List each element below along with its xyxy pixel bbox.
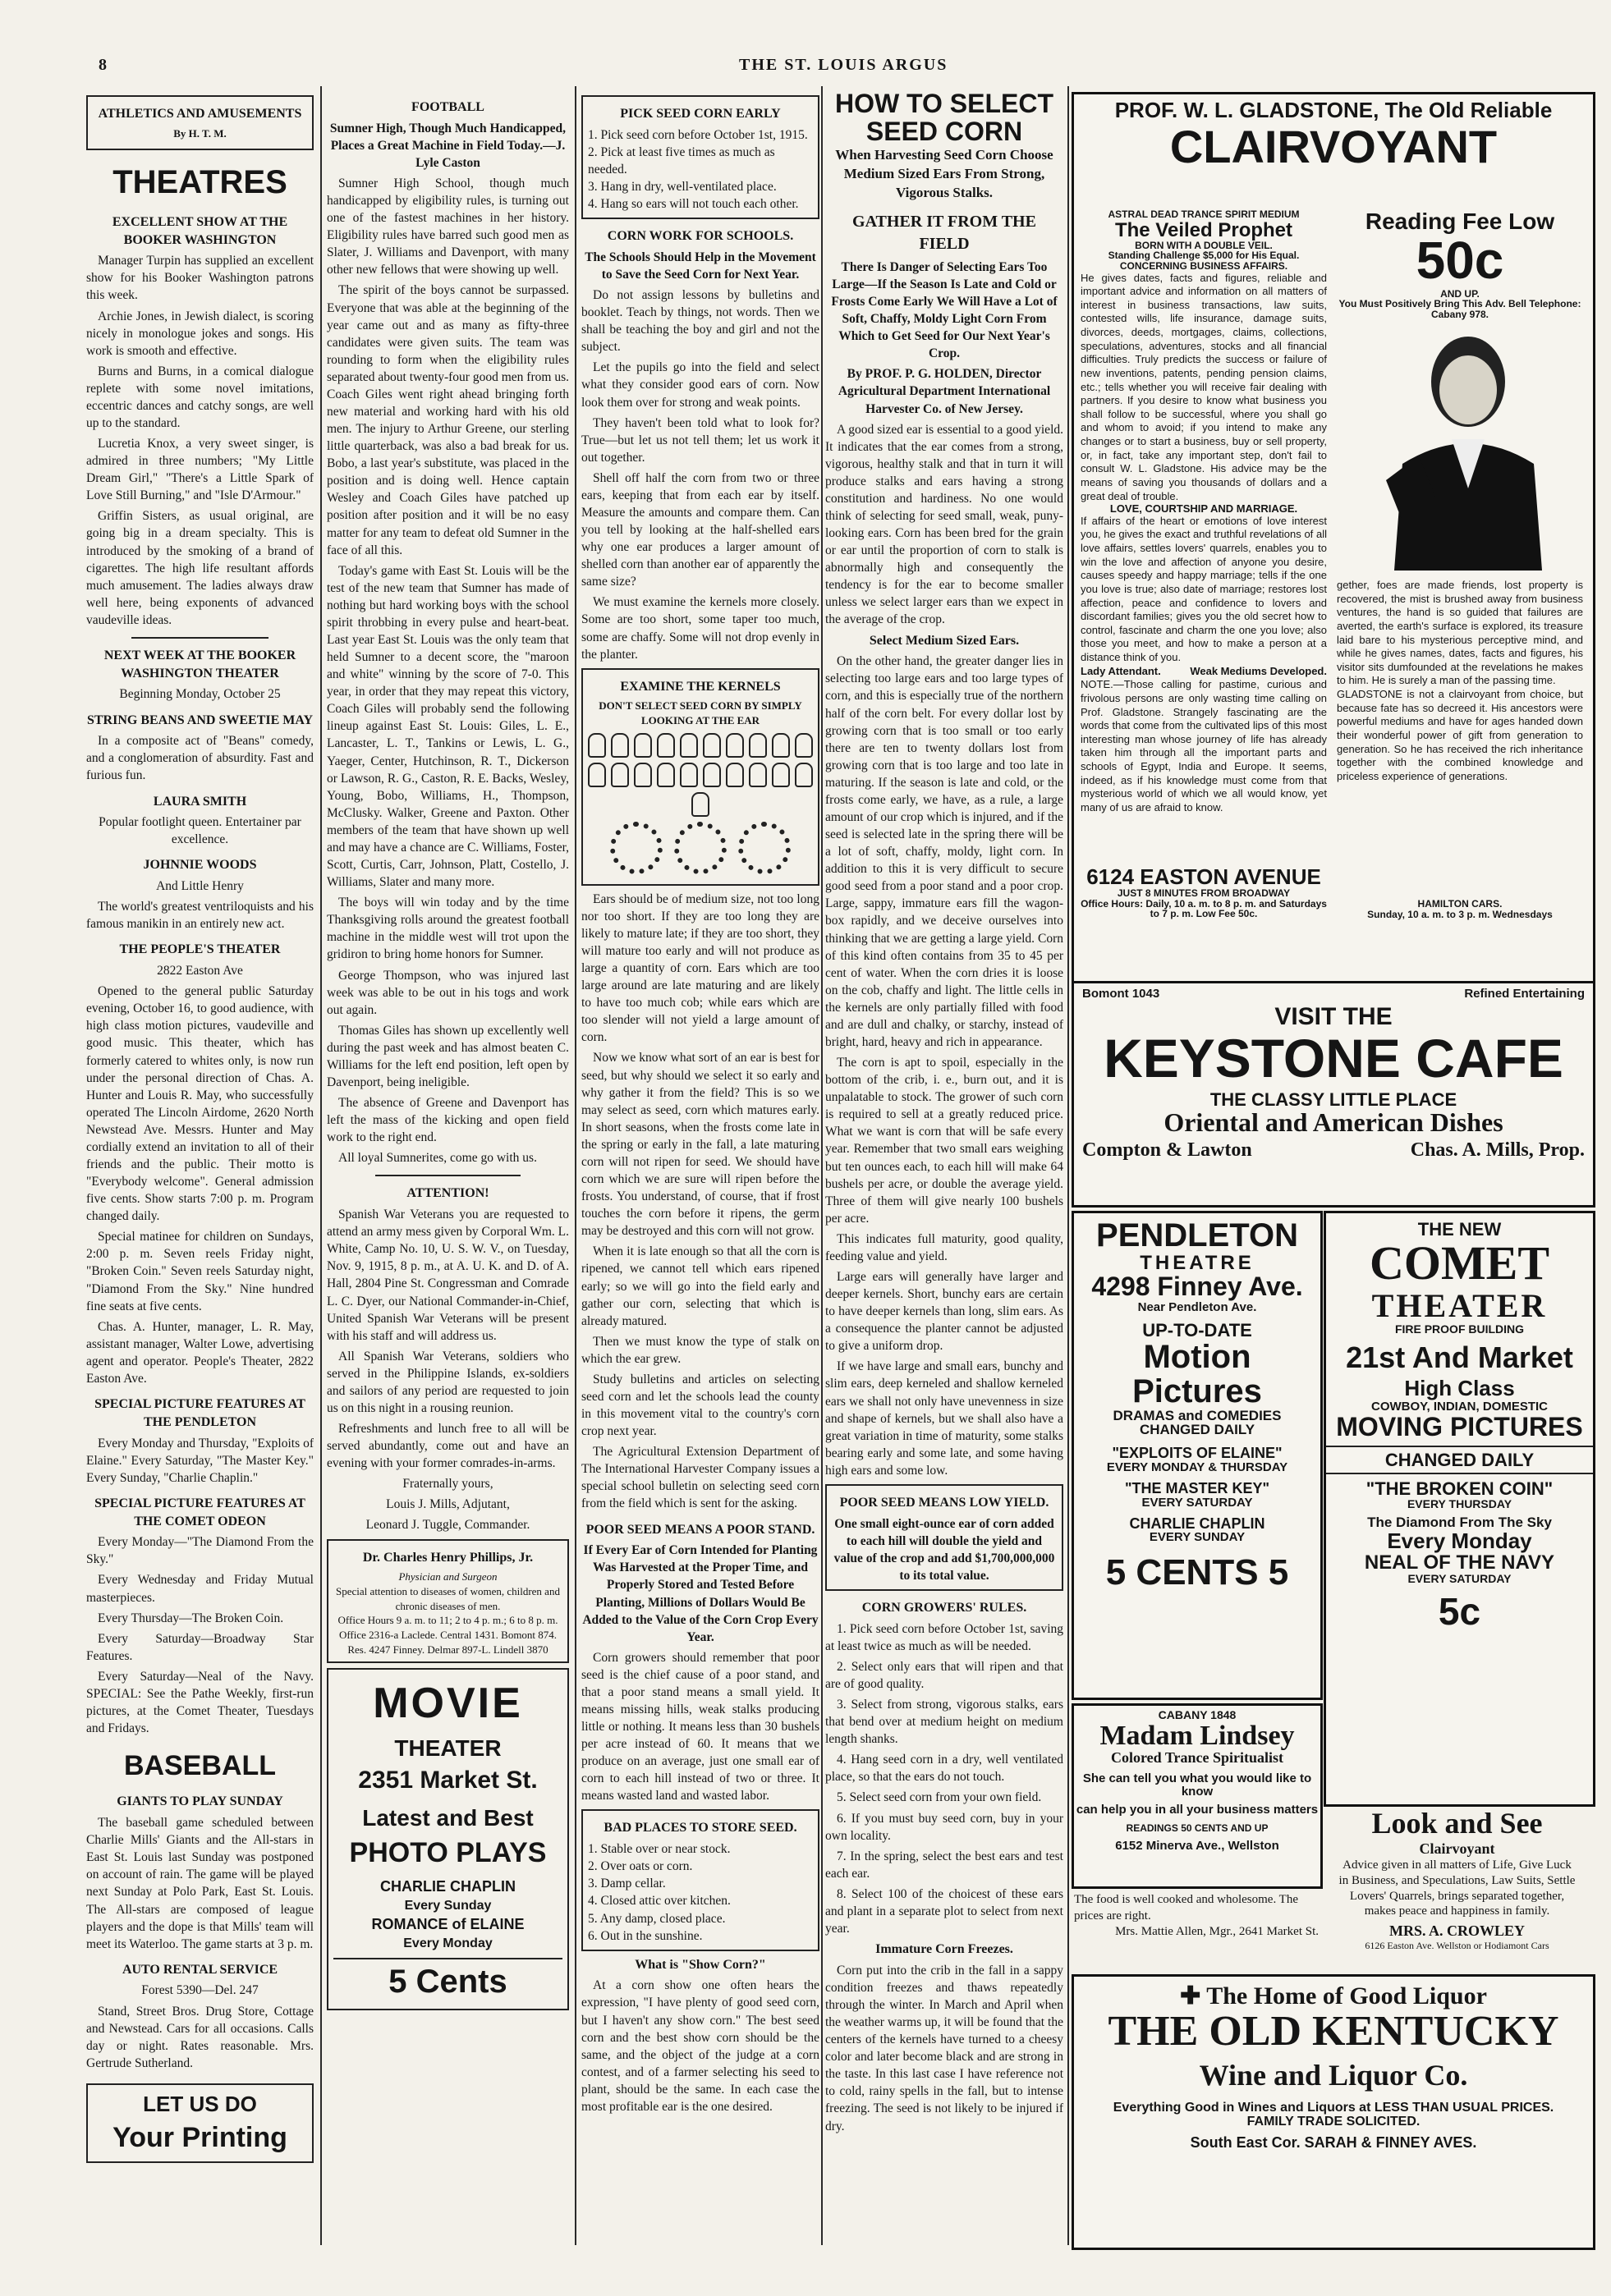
comet-moving: MOVING PICTURES: [1336, 1411, 1583, 1441]
show-corn-heading: What is "Show Corn?": [635, 1957, 766, 1972]
school-para: Study bulletins and articles on selecting seed corn and let the schools lead the county in this movement vital to the country's corn crop next year.: [581, 1372, 819, 1439]
crowley-head: Look and See: [1371, 1807, 1543, 1840]
rule-item: 7. In the spring, select the best ears and test each ear.: [825, 1849, 1063, 1881]
pendleton-chaplin-day: EVERY SUNDAY: [1149, 1530, 1246, 1545]
lindsey-name: Madam Lindsey: [1099, 1720, 1295, 1751]
byline: By PROF. P. G. HOLDEN, Director Agricultural Department International Harvester Co. of New Jersey.: [838, 367, 1051, 416]
athletics-byline: By H. T. M.: [173, 126, 227, 140]
giants-heading: GIANTS TO PLAY SUNDAY: [117, 1794, 283, 1809]
lindsey-line1: She can tell you what you would like to know: [1082, 1771, 1312, 1799]
comet-coin: "THE BROKEN COIN": [1365, 1478, 1554, 1500]
movie-title: MOVIE: [373, 1680, 523, 1728]
football-para: All loyal Sumnerites, come go with us.: [338, 1151, 537, 1166]
comet-changed: CHANGED DAILY: [1326, 1446, 1593, 1474]
gladstone-address-block: [1081, 866, 1327, 919]
crowley-text: Advice given in all matters of Life, Give Luck in Business, and Speculations, Law Suits, Settle Lovers' Quarrels, brings separated together, makes peace and happiness in family.: [1338, 1858, 1576, 1918]
football-subhead: Sumner High, Though Much Handicapped, Places a Great Machine in Field Today.—J. Lyle Caston: [329, 121, 567, 170]
gather-subhead: There Is Danger of Selecting Ears Too Large—If the Season Is Late and Cold or Frosts Come Early We Will Have a Lot of Soft, Chaffy, Moldy Light Corn From Which to Get Seed for Our Next Year's Crop.: [831, 259, 1058, 361]
booker-para: Lucretia Knox, a very sweet singer, is admired in three numbers; "My Little Dream Girl," "There's a Little Spark of Love Still Burning," and "Isle D'Armour.": [86, 437, 314, 503]
athletics-title: ATHLETICS AND AMUSEMENTS: [98, 107, 302, 121]
low-yield-heading: POOR SEED MEANS LOW YIELD.: [839, 1495, 1049, 1510]
comet-neal-day: EVERY SATURDAY: [1407, 1572, 1512, 1586]
gladstone-hours: Office Hours: Daily, 10 a. m. to 8 p. m. and Saturdays to 7 p. m. Low Fee 50c.: [1081, 897, 1327, 920]
football-para: The absence of Greene and Davenport has left the mass of the kicking and open field work to the right end.: [327, 1096, 569, 1145]
pendleton-features-heading: SPECIAL PICTURE FEATURES AT THE PENDLETON: [94, 1397, 305, 1429]
school-para: Now we know what sort of an ear is best for seed, but why should we select it so early and why gather it from the field? This is so we may select as seed, corn which matures early. In short seasons, when the frosts come late in the spring or early in the fall, a late maturing corn will not ripen for seed. We should have corn which we are sure will ripen before the frosts. You understand, of course, that if frost touches the corn before it ripens, the germ may be destroyed and this corn will not grow.: [581, 1051, 819, 1239]
movie-photo: PHOTO PLAYS: [349, 1836, 547, 1868]
gladstone-text: He gives dates, facts and figures, reliable and important advice and information on all matters of interest in business transactions, law suits, contested wills, life insurance, damage suits, divorces, deeds, mortgages, claims, collections, speculations, adventures, stocks and all financial difficulties. Truly predicts the success or failure of new inventions, patents, pending pension claims, etc.; tells whether you will receive fair dealing with partners. If you desire to know what business you shall follow to be successful, where you shall go and whom to avoid; if you intend to make any changes or to start a business, buy or sell property, or, in fact, take any important step, don't fail to consult W. L. Gladstone. His advice may be the means of saving you thousands of dollars and a great deal of trouble.: [1081, 271, 1327, 502]
keystone-prop: Chas. A. Mills, Prop.: [1410, 1139, 1585, 1162]
gladstone-ad: [1072, 92, 1595, 983]
letusdo-text: LET US DO: [143, 2091, 257, 2116]
school-para: Then we must know the type of stalk on which the ear grew.: [581, 1334, 819, 1366]
doctor-name: Dr. Charles Henry Phillips, Jr.: [362, 1550, 534, 1565]
school-para: Shell off half the corn from two or three ears, keeping that from each ear by itself. Measure the amounts and compare them. Can you tell by looking at the half-shelled ears why one ear produces a larger amount of shelled corn than another ear of apparently the same size?: [581, 470, 819, 589]
printing-text: Your Printing: [112, 2122, 287, 2154]
pendleton-near: Near Pendleton Ave.: [1137, 1299, 1257, 1314]
football-para: Today's game with East St. Louis will be the test of the new team that Sumner has made of nothing but hard working boys with the school spirit throbbing in every pulse and heart-beat. Last year East St. Louis was the only team that held Sumner to a decent score, the "maroon and white" winning by the score of 7-0. This year, in order that they may repeat this victory, Coach Giles will probably send the following lineup against East St. Louis: Giles, L. E., Lancaster, L. T., Tankins or Lewis, L. G., Yaeger, Center, Hutchinson, R. T., Dickerson or Lawson, R. G., Caston, R. E. Backs, Wesley, Young, Bobo, Williams, H., Thompson, McClusky. Walker, Greene and Paxton. Other members of the team that have shown up well and may have a chance are C. Williams, Foster, Scott, Curtis, Carr, Johnson, Platt, Costello, J. Williams, Slater and many more.: [327, 563, 569, 890]
kentucky-co: Wine and Liquor Co.: [1199, 2059, 1468, 2092]
booker-para: Manager Turpin has supplied an excellent show for his Booker Washington patrons this week.: [86, 254, 314, 303]
crowley-address: 6126 Easton Ave. Wellston or Hodiamont Cars: [1365, 1940, 1549, 1951]
odeon-para: Every Wednesday and Friday Mutual masterpieces.: [86, 1573, 314, 1605]
lindsey-readings: READINGS 50 CENTS AND UP: [1126, 1822, 1269, 1834]
booker-para: Archie Jones, in Jewish dialect, is scoring nicely in monologue jokes and songs. His work is smooth and effective.: [86, 309, 314, 358]
peoples-heading: THE PEOPLE'S THEATER: [119, 942, 281, 957]
seed-corn-para: The corn is apt to spoil, especially in the bottom of the crib, i. e., burn out, and it is unpalatable to stock. The grower of such corn is required to sell at a greatly reduced price. What we want is corn that will be safe every year. Remember that two small ears weighing but ten ounces each, to each hill will make 64 bushels per acre, or double the average yield. Three of them will give nearly 100 bushels per acre.: [825, 1056, 1063, 1226]
movie-theater-ad: [327, 1668, 569, 2010]
pendleton-name: PENDLETON: [1096, 1217, 1298, 1253]
cross-icon: ✚: [1180, 1982, 1201, 2010]
gladstone-love-heading: LOVE, COURTSHIP AND MARRIAGE.: [1109, 502, 1298, 516]
pendleton-uptodate: UP-TO-DATE: [1142, 1319, 1252, 1340]
school-heading: CORN WORK FOR SCHOOLS.: [607, 229, 794, 244]
odeon-para: Every Saturday—Neal of the Navy. SPECIAL: See the Pathe Weekly, first-run pictures, at the Comet Theater, Tuesdays and Fridays.: [86, 1669, 314, 1736]
kentucky-home: [1074, 1983, 1593, 2010]
odeon-para: Every Monday—"The Diamond From the Sky.": [86, 1535, 314, 1567]
gladstone-minutes: JUST 8 MINUTES FROM BROADWAY: [1117, 887, 1291, 900]
pick-item: 4. Hang so ears will not touch each other.: [588, 197, 799, 212]
comet-name: COMET: [1369, 1236, 1550, 1290]
gladstone-lady: Lady Attendant.: [1081, 664, 1161, 677]
old-kentucky-ad: [1072, 1974, 1595, 2250]
rule-item: 5. Select seed corn from your own field.: [837, 1790, 1042, 1805]
movie-elaine: ROMANCE of ELAINE: [371, 1916, 525, 1933]
rule-item: 2. Select only ears that will ripen and that are of good quality.: [825, 1659, 1063, 1691]
bad-place-item: 2. Over oats or corn.: [588, 1859, 693, 1874]
attention-signoff: Leonard J. Tuggle, Commander.: [365, 1518, 530, 1533]
school-para: Ears should be of medium size, not too long nor too short. If they are too long they are likely to mature late; if they are too short, they will mature too early and will not produce as large a quantity of corn. Ears which are too large around are late maturing and are likely to have too much cob; while ears which are too slender will not yield a large amount of corn.: [581, 891, 819, 1045]
auto-text: Stand, Street Bros. Drug Store, Cottage and Newstead. Cars for all occasions. Calls day or night. Rates reasonable. Mrs. Gertrude Sutherland.: [86, 2004, 314, 2070]
johnnie-heading: JOHNNIE WOODS: [143, 858, 257, 873]
pendleton-master-day: EVERY SATURDAY: [1141, 1495, 1253, 1510]
newspaper-name: THE ST. LOUIS ARGUS: [739, 56, 948, 74]
examine-kernels-figure: [581, 668, 819, 886]
rule-item: 6. If you must buy seed corn, buy in your own locality.: [825, 1811, 1063, 1843]
next-week-date: Beginning Monday, October 25: [119, 687, 281, 702]
movie-theater: THEATER: [394, 1735, 502, 1762]
odeon-heading: SPECIAL PICTURE FEATURES AT THE COMET ODEON: [94, 1496, 305, 1528]
next-week-heading: NEXT WEEK AT THE BOOKER WASHINGTON THEATER: [103, 648, 296, 681]
column-football: [327, 90, 569, 2241]
football-para: George Thompson, who was injured last week was able to be out in his togs and work out again.: [327, 968, 569, 1017]
pendleton-features-text: Every Monday and Thursday, "Exploits of Elaine." Every Saturday, "The Master Key." Every Sunday, "Charlie Chaplin.": [86, 1436, 314, 1485]
rule-item: 3. Select from strong, vigorous stalks, ears that bend over at medium height on medium length shanks.: [825, 1698, 1063, 1747]
seed-corn-title: [825, 90, 1063, 145]
comet-coin-day: EVERY THURSDAY: [1407, 1497, 1512, 1511]
athletics-box: [86, 95, 314, 150]
gladstone-cars-block: [1337, 899, 1583, 919]
gladstone-text: gether, foes are made friends, lost property is recovered, the mist is brushed away from business ventures, the hand is so guided that failures are averted, the earth's surface is explored, its treasure laid bare to his mysterious perceptive mind, and while he gives names, dates, facts and figures, his visitor sits dumfounded at the revelations he makes to him. He is surely a man of the passing time.: [1337, 579, 1583, 687]
bad-places-box: [581, 1809, 819, 1950]
attention-para: Spanish War Veterans you are requested to attend an army mess given by Corporal Wm. L. White, Camp No. 10, U. S. W. V., on Tuesday, Nov. 9, 1915, 8 p. m., at A. U. K. and D. of A. Hall, 2804 Pine St. Congressman and Comrade L. C. Dyer, our National Commander-in-Chief, United Spanish War Veterans will be present with his staff and will address us.: [327, 1208, 569, 1343]
comet-cowboy: COWBOY, INDIAN, DOMESTIC: [1370, 1399, 1548, 1414]
seed-corn-para: On the other hand, the greater danger lies in selecting too large ears and too large types of corn, and this is especially true of the northern half of the corn belt. For every dollar lost by growing corn that is too small or too early there are ten to twenty dollars lost from growing corn that is too large and too late in maturing. If the season is late and cold, or the frosts come early, we have, as a rule, a large amount of our crop which is injured, and if the seed is selected late in the spring there will be a lot of soft, chaffy, moldy, light corn. In addition to this it is very difficult to secure good seed from a poor stand and a poor crop. Large, sappy, immature ears fill the wagon-box rapidly, and we deceive ourselves into thinking that we are getting a large yield. Corn of this kind often contains from 35 to 45 per cent of water. When the corn dries it is loose on the cob, chaffy and light. The little cells in the kernels are only partially filled with food and are dull and chalky, or starchy, instead of bright, hard, heavy and rich in appearance.: [825, 654, 1063, 1049]
keystone-dishes: Oriental and American Dishes: [1164, 1107, 1503, 1137]
peoples-para: Special matinee for children on Sundays, 2:00 p. m. Seven reels Friday night, "Broken Coin." Seven reels Saturday night, "Diamond From the Sky." Nine hundred fine seats at five cents.: [86, 1230, 314, 1313]
column-rule: [575, 86, 576, 2245]
auto-heading: AUTO RENTAL SERVICE: [122, 1962, 278, 1977]
comet-fireproof: FIRE PROOF BUILDING: [1394, 1322, 1525, 1336]
gladstone-born: BORN WITH A DOUBLE VEIL.: [1135, 239, 1273, 251]
giants-text: The baseball game scheduled between Charlie Mills' Giants and the All-stars in East St. Louis last Sunday was postponed on account of rain. The game will be played next Sunday at Polo Park, East St. Louis. The All-stars are composed of league players and the dope is that Mills' team will meet its Waterloo. The game starts at 3 p. m.: [86, 1816, 314, 1951]
pick-seed-heading: PICK SEED CORN EARLY: [620, 107, 781, 121]
attention-heading: ATTENTION!: [406, 1186, 489, 1201]
keystone-corner: Compton & Lawton: [1082, 1139, 1252, 1162]
gladstone-fee-block: [1337, 209, 1583, 319]
attention-signoff: Louis J. Mills, Adjutant,: [386, 1497, 510, 1512]
gladstone-bring: You Must Positively Bring This Adv. Bell Telephone: Cabany 978.: [1338, 298, 1581, 320]
doctor-ad: [327, 1539, 569, 1664]
rule-item: 8. Select 100 of the choicest of these ears and plant in a separate plot to select from next year.: [825, 1886, 1063, 1936]
frozen-heading: Immature Corn Freezes.: [875, 1942, 1013, 1957]
football-para: The spirit of the boys cannot be surpassed. Everyone that was able at the beginning of the year came out and as many as fifty-three candidates were given suits. The team was rounding to form when the eligibility rules separated about twenty-four good men from us. Coach Giles went right ahead bringing forth new material and working hard with his old men. The injury to Arthur Greene, our sterling little quarterback, was also a bad break for us. Bobo, a last year's substitute, was placed in the position and is doing well. Hence captain Wesley and Coach Giles have patched up position after position and it will be no easy matter for any team to defeat old Sumner in the face of all this.: [327, 283, 569, 557]
pendleton-elaine: "EXPLOITS OF ELAINE": [1112, 1445, 1283, 1462]
keystone-tag: Refined Entertaining: [1464, 987, 1585, 1001]
comet-corner: 21st And Market: [1346, 1340, 1573, 1374]
seed-corn-para: This indicates full maturity, good quality, feeding value and yield.: [825, 1231, 1063, 1263]
school-para: Let the pupils go into the field and select what they consider good ears of corn. Now look them over for strong and weak points.: [581, 360, 819, 410]
column-corn-schools: [581, 90, 819, 2241]
kernel-illustration: [588, 733, 813, 817]
auto-phone: Forest 5390—Del. 247: [141, 1983, 259, 1998]
gladstone-portrait-illustration: [1370, 324, 1567, 571]
examine-heading: EXAMINE THE KERNELS: [620, 679, 781, 694]
seed-corn-title-line: SEED CORN: [865, 116, 1023, 146]
comet-new: THE NEW: [1417, 1219, 1502, 1240]
rules-heading: CORN GROWERS' RULES.: [861, 1601, 1027, 1615]
bad-place-item: 3. Damp cellar.: [588, 1877, 666, 1891]
movie-address: 2351 Market St.: [358, 1767, 538, 1794]
gladstone-text: NOTE.—Those calling for pastime, curious and frivolous persons are only wasting time calling on Prof. Gladstone. Strangely fascinating are the words that come from the cultivated lips of this most interesting man whose journey of life has already taken him through all the important parts and schools of Egypt, India and Europe. It seems, indeed, as if his knowledge must come from that mysterious world of which we all would know, yet many of us are afraid to know.: [1081, 678, 1327, 813]
examine-sub: DON'T SELECT SEED CORN BY SIMPLY LOOKING AT THE EAR: [599, 699, 802, 727]
gladstone-sunday: Sunday, 10 a. m. to 3 p. m. Wednesdays: [1367, 908, 1553, 920]
booker-para: Burns and Burns, in a comical dialogue replete with some novel imitations, eccentric dances and catchy songs, are well up to the standard.: [86, 364, 314, 431]
crowley-name: MRS. A. CROWLEY: [1388, 1922, 1525, 1939]
keystone-visit: VISIT THE: [1274, 1003, 1393, 1030]
movie-chaplin: CHARLIE CHAPLIN: [380, 1878, 516, 1895]
rule-item: 1. Pick seed corn before October 1st, saving at least twice as much as will be needed.: [825, 1621, 1063, 1653]
comet-neal: NEAL OF THE NAVY: [1364, 1551, 1555, 1574]
gladstone-fee: 50c: [1416, 231, 1504, 291]
johnnie-sub: And Little Henry: [156, 879, 244, 894]
printing-ad: [86, 2083, 314, 2164]
gladstone-and-up: AND UP.: [1440, 287, 1480, 300]
sbsm-heading: STRING BEANS AND SWEETIE MAY: [86, 713, 314, 727]
movie-price: 5 Cents: [333, 1958, 562, 2004]
seed-corn-para: If we have large and small ears, bunchy and slim ears, deep kerneled and shallow kerneled ears we shall not only have unevenness in size and shape of kernels, but we shall also have a great variation in time of maturity, some stalks bearing early and some late, and some having high ears and some low.: [825, 1359, 1063, 1478]
attention-para: Refreshments and lunch free to all will be served abundantly, come out and have an evening with your former comrades-in-arms.: [327, 1422, 569, 1471]
seed-corn-para: A good sized ear is essential to a good yield. It indicates that the ear comes from a strong, vigorous, healthy stalk and that in turn it will produce stalks and ears having a strong constitution and hardiness. No one would think of selecting for seed small, weak, puny-looking ears. Corn has been bred for the grain or ear until the proportion of corn to stalk is abnormally high and consequently the tendency is for the ear to become smaller unless we select larger ears than we expect in the average of the crop.: [825, 422, 1063, 627]
bad-place-item: 6. Out in the sunshine.: [588, 1928, 703, 1943]
school-para: Do not assign lessons by bulletins and booklet. Teach by things, not words. Then we shall be teaching the boy and girl and not the subject.: [581, 288, 819, 355]
gladstone-left-text: [1081, 209, 1327, 815]
crowley-sub: Clairvoyant: [1419, 1840, 1495, 1857]
gladstone-standing: Standing Challenge $5,000 for His Equal. CONCERNING BUSINESS AFFAIRS.: [1108, 250, 1300, 272]
keystone-phone: Bomont 1043: [1082, 987, 1160, 1001]
gladstone-attendants: [1081, 665, 1327, 679]
pendleton-address: 4298 Finney Ave.: [1091, 1272, 1303, 1302]
food-text: The food is well cooked and wholesome. The prices are right.: [1074, 1893, 1298, 1922]
divider: [131, 637, 268, 639]
gladstone-clairvoyant: CLAIRVOYANT: [1169, 121, 1498, 173]
pendleton-elaine-day: EVERY MONDAY & THURSDAY: [1106, 1460, 1288, 1475]
gladstone-text: If affairs of the heart or emotions of love interest you, he gives the exact and truthful revelations of all love affairs, settles lovers' quarrels, enables you to win the love and affection of anyone you desire, causes speedy and happy marriage; tells if the one you love is true; also date of marriage; restores lost affection, peace and confidence to lovers and discordant families; gives you the old secret how to control, fascinate and charm the one you love; also those you meet, and how to make a person at a distance think of you.: [1081, 514, 1327, 664]
odeon-para: Every Thursday—The Broken Coin.: [98, 1611, 284, 1625]
comet-theater-ad: [1324, 1211, 1595, 1807]
masthead: [99, 56, 1593, 77]
football-heading: FOOTBALL: [411, 100, 484, 114]
laura-text: Popular footlight queen. Entertainer par excellence.: [99, 815, 301, 847]
peoples-para: Chas. A. Hunter, manager, L. R. May, assistant manager, Walter Lowe, advertising agent and operator. People's Theater, 2822 Easton Ave.: [86, 1319, 314, 1386]
football-para: The boys will win today and by the time Thanksgiving rolls around the greatest football machine in the middle west will trot upon the gridiron to bring home honors for Sumner.: [327, 896, 569, 962]
gladstone-text: GLADSTONE is not a clairvoyant from choice, but because fate has so decreed it. His ancestors were powerful mediums and have for ages handed down their wonderful power of gift from generation to generation. So he has received the rich inheritance together with the combined knowledge and priceless experience of generations.: [1337, 688, 1583, 782]
pendleton-dramas: DRAMAS and COMEDIES: [1113, 1407, 1282, 1423]
gladstone-title: PROF. W. L. GLADSTONE, The Old Reliable: [1114, 98, 1553, 122]
poor-stand-heading: POOR SEED MEANS A POOR STAND.: [585, 1522, 815, 1537]
gladstone-right-text: [1337, 579, 1583, 783]
pendleton-master: "THE MASTER KEY": [1124, 1479, 1270, 1496]
cob-cross-section-illustration: [588, 822, 813, 874]
rule-item: 4. Hang seed corn in a dry, well ventilated place, so that the ears do not touch.: [825, 1753, 1063, 1785]
column-rule: [1067, 86, 1069, 2245]
school-para: They haven't been told what to look for? True—but let us not tell them; let us work it out together.: [581, 415, 819, 465]
keystone-cafe-ad: [1072, 981, 1595, 1208]
medium-ears-heading: Select Medium Sized Ears.: [869, 633, 1020, 648]
theatres-heading: THEATRES: [112, 164, 287, 201]
bad-place-item: 4. Closed attic over kitchen.: [588, 1894, 731, 1909]
kentucky-address: South East Cor. SARAH & FINNEY AVES.: [1190, 2134, 1477, 2152]
gladstone-cars: HAMILTON CARS.: [1417, 898, 1503, 910]
bad-places-heading: BAD PLACES TO STORE SEED.: [604, 1821, 797, 1835]
comet-diamond-day: Every Monday: [1387, 1528, 1532, 1553]
johnnie-text: The world's greatest ventriloquists and his famous manikin in an entirely new act.: [86, 900, 314, 932]
movie-latest: Latest and Best: [362, 1804, 534, 1831]
gladstone-prophet: The Veiled Prophet: [1114, 218, 1293, 241]
column-rule: [320, 86, 322, 2245]
booker-heading: EXCELLENT SHOW AT THE BOOKER WASHINGTON: [112, 214, 288, 247]
attention-signoff: Fraternally yours,: [402, 1477, 493, 1492]
kentucky-name: THE OLD KENTUCKY: [1108, 2007, 1559, 2055]
comet-price: 5c: [1438, 1590, 1481, 1633]
column-select-seed-corn: [825, 90, 1063, 2241]
school-subhead: The Schools Should Help in the Movement to Save the Seed Corn for Next Year.: [585, 250, 816, 282]
seed-corn-title-line: HOW TO SELECT: [834, 90, 1054, 118]
pick-seed-box: [581, 95, 819, 219]
page-number: 8: [99, 56, 107, 74]
movie-elaine-day: Every Monday: [403, 1936, 493, 1950]
sbsm-text: In a composite act of "Beans" comedy, and a conglomeration of absurdity. Fast and furious fun.: [86, 734, 314, 783]
crowley-ad: [1324, 1806, 1590, 1952]
frozen-para: Corn put into the crib in the fall in a sappy condition freezes and thaws repeatedly through the winter. In March and April when the weather warms up, it will be found that the centers of the kernels have turned to a cheesy color and later become black and are strong in the taste. In this last case I have reference not to cold, rainy spells in the fall, but to intense freezing. The seed is not likely to be injured if dry.: [825, 1963, 1063, 2133]
pendleton-motion: Motion Pictures: [1132, 1338, 1262, 1409]
column-rule: [821, 86, 823, 2245]
lindsey-line2: can help you in all your business matters: [1076, 1802, 1319, 1817]
football-para: Sumner High School, though much handicapped by eligibility rules, is turning out one of the fastest machines in her history. Eligibility rules have barred such good men as Slater, J. Williams and Davenport, with many other new fellows that were showing up well.: [327, 176, 569, 277]
food-sign: Mrs. Mattie Allen, Mgr., 2641 Market St.: [1115, 1925, 1319, 1938]
pick-item: 1. Pick seed corn before October 1st, 1915.: [588, 127, 808, 142]
pendleton-changed: CHANGED DAILY: [1139, 1422, 1255, 1438]
bad-place-item: 1. Stable over or near stock.: [588, 1842, 731, 1857]
lindsey-address: 6152 Minerva Ave., Wellston: [1115, 1839, 1279, 1854]
doctor-hours: Office Hours 9 a. m. to 11; 2 to 4 p. m.; 6 to 8 p. m. Office 2316-a Laclede. Central 1431. Bomont 874. Res. 4247 Finney. Delmar 897-L. Lindell 3870: [337, 1614, 558, 1656]
comet-theater: THEATER: [1371, 1286, 1548, 1324]
doctor-text: Special attention to diseases of women, children and chronic diseases of men.: [336, 1584, 560, 1612]
madam-lindsey-ad: [1072, 1703, 1323, 1889]
pick-item: 2. Pick at least five times as much as needed.: [588, 144, 775, 176]
keystone-bottom-row: [1074, 1136, 1593, 1165]
food-note: [1074, 1892, 1319, 1941]
pendleton-theatre: THEATRE: [1140, 1252, 1255, 1274]
school-para: When it is late enough so that all the corn is ripened, we cannot tell which ears ripened early; so we will go into the field early and gather our corn, selecting that which is already matured.: [581, 1244, 819, 1328]
comet-high: High Class: [1404, 1376, 1515, 1401]
seed-corn-subhead: When Harvesting Seed Corn Choose Medium Sized Ears From Strong, Vigorous Stalks.: [835, 147, 1053, 201]
column-amusements: [86, 90, 314, 2241]
divider: [375, 1175, 521, 1176]
gladstone-weak: Weak Mediums Developed.: [1190, 664, 1327, 677]
laura-heading: LAURA SMITH: [153, 794, 247, 809]
attention-para: All Spanish War Veterans, soldiers who served in the Philippine Islands, ex-soldiers and sailors of any period are requested to join us on this night in a rousing reunion.: [327, 1349, 569, 1415]
kentucky-everything: Everything Good in Wines and Liquors at LESS THAN USUAL PRICES. FAMILY TRADE SOLICITED.: [1113, 2100, 1554, 2129]
peoples-address: 2822 Easton Ave: [157, 964, 243, 978]
movie-chaplin-day: Every Sunday: [404, 1898, 492, 1913]
baseball-heading: BASEBALL: [123, 1750, 277, 1782]
pick-item: 3. Hang in dry, well-ventilated place.: [588, 179, 777, 194]
school-para: The Agricultural Extension Department of The International Harvester Company issues a special school bulletin on selecting seed corn from the field which is sent for the asking.: [581, 1445, 819, 1511]
gladstone-astral: ASTRAL DEAD TRANCE SPIRIT MEDIUM: [1108, 209, 1300, 220]
pendleton-price: 5 CENTS 5: [1105, 1552, 1289, 1593]
football-para: Thomas Giles has shown up excellently well during the past week and has almost beaten C. Williams for the left end position, left open by Davenport, being ineligible.: [327, 1023, 569, 1089]
odeon-para: Every Saturday—Broadway Star Features.: [86, 1631, 314, 1663]
keystone-top-row: [1074, 983, 1593, 1004]
low-yield-text: One small eight-ounce ear of corn added to each hill will double the yield and value of the crop and add $1,700,000,000 to its total value.: [833, 1516, 1055, 1583]
peoples-para: Opened to the general public Saturday evening, October 16, to good audience, with high class motion pictures, vaudeville and good music. This theater, which has formerly catered to whites only, is now run under the personal direction of Chas. A. Hunter and Louis R. May, who successfully operated The Lincoln Airdome, 2620 North Newstead Ave. Messrs. Hunter and May cordially extend an invitation to all of their friends and the public. Their motto is "Everybody welcome". General admission five cents. Show starts 7:00 p. m. Program changed daily.: [86, 984, 314, 1224]
show-corn-para: At a corn show one often hears the expression, "I have plenty of good seed corn, but I haven't any show corn." The best seed corn and the best show corn should be the same, and the object of the judge at a corn contest, and of a farmer selecting his seed to plant, should be the same. In each case the most profitable ear is the one desired.: [581, 1978, 819, 2114]
booker-para: Griffin Sisters, as usual original, are going big in a dream specialty. This is introduced by the smoking of a brand of cigarettes. The high life resultant affords much amusement. The ladies always draw well here, being exponents of advanced vaudeville ideas.: [86, 509, 314, 627]
school-para: We must examine the kernels more closely. Some are too short, some taper too much, some are chaffy. Some will not drop evenly in the planter.: [581, 595, 819, 662]
bad-place-item: 5. Any damp, closed place.: [588, 1911, 726, 1926]
keystone-name: KEYSTONE CAFE: [1104, 1027, 1563, 1088]
lindsey-phone: CABANY 1848: [1158, 1708, 1237, 1721]
doctor-title: Physician and Surgeon: [398, 1570, 498, 1583]
keystone-classy: THE CLASSY LITTLE PLACE: [1209, 1088, 1457, 1110]
comet-diamond: The Diamond From The Sky: [1367, 1514, 1552, 1530]
seed-corn-para: Large ears will generally have larger and deeper kernels. Short, bunchy ears are certain to have deeper kernels than long, slim ears. As a consequence the planter cannot be adjusted to give a uniform drop.: [825, 1270, 1063, 1354]
gather-heading: GATHER IT FROM THE FIELD: [852, 212, 1036, 253]
gladstone-fee-label: Reading Fee Low: [1365, 209, 1555, 234]
poor-stand-para: Corn growers should remember that poor seed is the chief cause of a poor stand, and that a poor stand means a small yield. It means missing hills, weak stalks producing little or nothing. It means less than 30 bushels per acre instead of 60. It means that we produce on an average, just one small ear of corn to each hill instead of two or three. It means wasted land and wasted labor.: [581, 1650, 819, 1803]
low-yield-box: [825, 1484, 1063, 1591]
pendleton-theatre-ad: [1072, 1211, 1323, 1700]
lindsey-title: Colored Trance Spiritualist: [1110, 1749, 1283, 1767]
gladstone-address: 6124 EASTON AVENUE: [1086, 864, 1321, 889]
kentucky-home-text: The Home of Good Liquor: [1206, 1982, 1487, 2010]
pendleton-chaplin: CHARLIE CHAPLIN: [1129, 1515, 1265, 1532]
poor-stand-subhead: If Every Ear of Corn Intended for Planting Was Harvested at the Proper Time, and Properly Stored and Tested Before Planting, Millions of Dollars Would Be Added to the Value of the Corn Crop Every Year.: [582, 1543, 819, 1644]
